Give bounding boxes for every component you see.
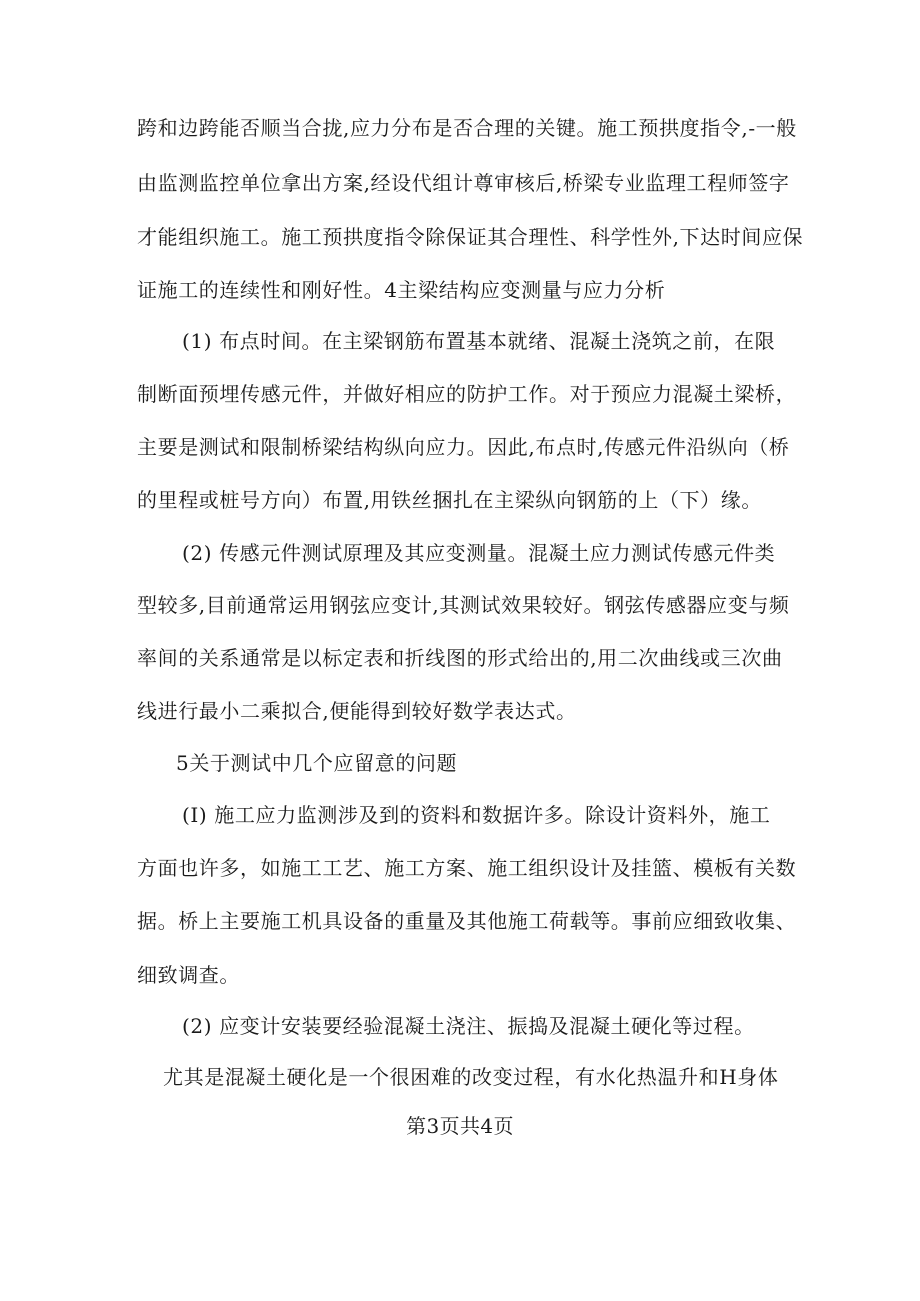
page-footer: 第3页共4页 [406, 1114, 514, 1138]
text-line-18: (2) 应变计安装要经验混凝土浇注、振捣及混凝土硬化等过程。 [182, 1014, 755, 1038]
text-line-9: (2) 传感元件测试原理及其应变测量。混凝土应力测试传感元件类 [182, 541, 776, 565]
text-line-10: 型较多,目前通常运用钢弦应变计,其测试效果较好。钢弦传感器应变与频 [137, 593, 790, 617]
text-line-4: 证施工的连续性和刚好性。4主梁结构应变测量与应力分析 [137, 278, 666, 302]
text-line-2: 由监测监控单位拿出方案,经设代组计尊审核后,桥梁专业监理工程师签字 [137, 171, 790, 195]
text-line-16: 据。桥上主要施工机具设备的重量及其他施工荷载等。事前应细致收集、 [137, 909, 797, 933]
text-line-12: 线进行最小二乘拟合,便能得到较好数学表达式。 [137, 699, 577, 723]
text-line-7: 主要是测试和限制桥梁结构纵向应力。因此,布点时,传感元件沿纵向（桥 [137, 435, 790, 459]
text-line-1: 跨和边跨能否顺当合拢,应力分布是否合理的关键。施工预拱度指令,-一般 [137, 116, 797, 140]
text-line-5: (1) 布点时间。在主梁钢筋布置基本就绪、混凝土浇筑之前，在限 [182, 329, 776, 353]
text-line-6: 制断面预埋传感元件，并做好相应的防护工作。对于预应力混凝土梁桥， [137, 382, 797, 406]
section-heading: 5关于测试中几个应留意的问题 [176, 751, 458, 775]
text-line-14: (I) 施工应力监测涉及到的资料和数据许多。除设计资料外，施工 [182, 803, 771, 827]
text-line-3: 才能组织施工。施工预拱度指令除保证其合理性、科学性外,下达时间应保 [137, 225, 804, 249]
text-line-17: 细致调查。 [137, 963, 240, 987]
text-line-15: 方面也许多，如施工工艺、施工方案、施工组织设计及挂篮、模板有关数 [137, 856, 797, 880]
text-line-11: 率间的关系通常是以标定表和折线图的形式给出的,用二次曲线或三次曲 [137, 646, 783, 670]
text-line-19: 尤其是混凝土硬化是一个很困难的改变过程，有水化热温升和H身体 [163, 1065, 779, 1089]
text-line-8: 的里程或桩号方向）布置,用铁丝捆扎在主梁纵向钢筋的上（下）缘。 [137, 488, 762, 512]
